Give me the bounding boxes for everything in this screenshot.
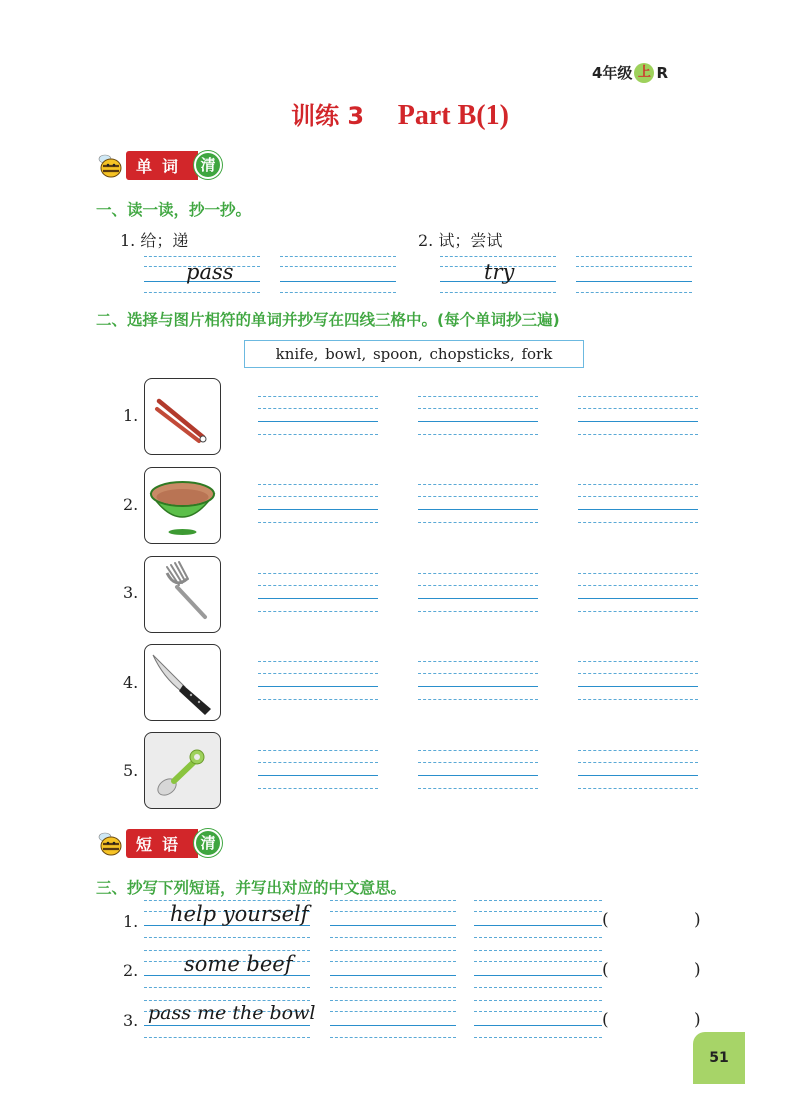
writing-lines[interactable] [144, 900, 310, 940]
picture-frame [144, 378, 221, 455]
writing-lines[interactable] [258, 573, 378, 613]
spoon-icon [145, 733, 220, 808]
part-title: Part B(1) [397, 100, 509, 131]
grade-label [592, 62, 668, 83]
writing-lines[interactable] [418, 573, 538, 613]
writing-lines[interactable] [578, 573, 698, 613]
writing-lines[interactable] [258, 661, 378, 701]
close-paren: ) [694, 910, 701, 930]
picture-frame [144, 467, 221, 544]
section-badge-words [96, 150, 222, 180]
q3-item-number: 2. [123, 961, 139, 980]
writing-lines[interactable] [144, 256, 260, 296]
writing-lines[interactable] [258, 750, 378, 790]
writing-lines[interactable] [578, 661, 698, 701]
writing-lines[interactable] [330, 900, 456, 940]
open-paren: ( [602, 910, 609, 930]
bee-icon [96, 150, 126, 180]
badge-label: 短语 [126, 829, 198, 858]
q3-heading: 三、抄写下列短语，并写出对应的中文意思。 [96, 879, 407, 897]
open-paren: ( [602, 1010, 609, 1030]
writing-lines[interactable] [258, 396, 378, 436]
q2-heading: 二、选择与图片相符的单词并抄写在四线三格中。(每个单词抄三遍) [96, 311, 560, 329]
grade-suffix: R [656, 63, 668, 82]
writing-lines[interactable] [418, 661, 538, 701]
writing-lines[interactable] [144, 1000, 316, 1040]
writing-lines[interactable] [258, 484, 378, 524]
page-title [0, 96, 800, 132]
qing-icon: 清 [194, 151, 222, 179]
handwritten-phrase: pass me the bowl [148, 1002, 316, 1024]
writing-lines[interactable] [578, 750, 698, 790]
writing-lines[interactable] [330, 950, 456, 990]
writing-lines[interactable] [578, 484, 698, 524]
q2-item-number: 2. [123, 495, 139, 514]
q3-item-number: 3. [123, 1011, 139, 1030]
writing-lines[interactable] [418, 750, 538, 790]
writing-lines[interactable] [280, 256, 396, 296]
handwritten-phrase: help yourself [170, 902, 309, 926]
q2-item-number: 1. [123, 406, 139, 425]
open-paren: ( [602, 960, 609, 980]
badge-label: 单词 [126, 151, 198, 180]
q1-item-1-label: 1. 给；递 [120, 231, 189, 250]
writing-lines[interactable] [418, 396, 538, 436]
picture-frame [144, 556, 221, 633]
picture-frame [144, 644, 221, 721]
writing-lines[interactable] [418, 484, 538, 524]
q1-heading: 一、读一读，抄一抄。 [96, 201, 252, 219]
close-paren: ) [694, 1010, 701, 1030]
handwritten-word: try [484, 260, 515, 284]
bowl-icon [145, 468, 220, 543]
handwritten-word: pass [186, 260, 234, 284]
q2-item-number: 4. [123, 673, 139, 692]
grade-prefix: 4年级 [592, 64, 633, 82]
fork-icon [145, 557, 220, 632]
writing-lines[interactable] [578, 396, 698, 436]
chopsticks-icon [145, 379, 220, 454]
lesson-title: 训练 3 [291, 102, 365, 130]
writing-lines[interactable] [330, 1000, 456, 1040]
writing-lines[interactable] [474, 1000, 602, 1040]
page-number: 51 [693, 1032, 745, 1084]
q2-item-number: 5. [123, 761, 139, 780]
qing-icon: 清 [194, 829, 222, 857]
knife-icon [145, 645, 220, 720]
word-bank: knife, bowl, spoon, chopsticks, fork [244, 340, 584, 368]
handwritten-phrase: some beef [184, 952, 293, 976]
q3-item-number: 1. [123, 912, 139, 931]
q1-item-2-label: 2. 试；尝试 [418, 231, 503, 250]
writing-lines[interactable] [144, 950, 310, 990]
writing-lines[interactable] [474, 950, 602, 990]
bee-icon [96, 828, 126, 858]
section-badge-phrases [96, 828, 222, 858]
picture-frame [144, 732, 221, 809]
q2-item-number: 3. [123, 583, 139, 602]
grade-circle: 上 [634, 63, 654, 83]
close-paren: ) [694, 960, 701, 980]
writing-lines[interactable] [474, 900, 602, 940]
writing-lines[interactable] [576, 256, 692, 296]
writing-lines[interactable] [440, 256, 556, 296]
